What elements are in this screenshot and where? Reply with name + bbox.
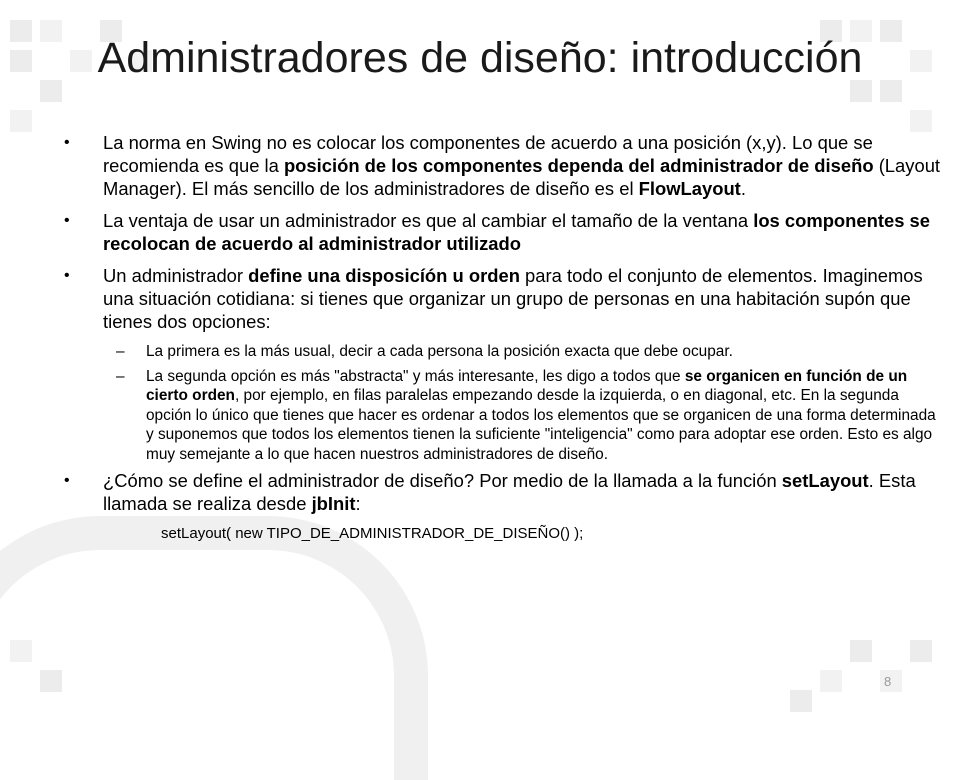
sub-bullet-marker: – <box>116 367 125 385</box>
bold-text: se organicen en función de un cierto orden <box>146 367 908 404</box>
bullet-item <box>64 264 944 333</box>
bold-text: los componentes se recolocan de acuerdo al administrador utilizado <box>103 210 931 254</box>
sub-bullet-item <box>64 367 944 465</box>
text-run: La ventaja de usar un administrador es que al cambiar el tamaño de la ventana <box>103 210 754 231</box>
bold-text: define una disposicíón u orden <box>248 265 520 286</box>
bullet-marker: • <box>64 267 70 284</box>
bold-text: jbInit <box>311 493 356 514</box>
text-run: La primera es la más usual, decir a cada persona la posición exacta que debe ocupar. <box>146 343 733 360</box>
deco-square <box>790 690 812 712</box>
bullet-marker: • <box>64 134 70 151</box>
sub-bullet-marker: – <box>116 343 125 360</box>
monitor-outline-decoration <box>0 516 428 780</box>
deco-square <box>910 110 932 132</box>
slide-title: Administradores de diseño: introducción <box>97 34 863 82</box>
code-line: setLayout( new TIPO_DE_ADMINISTRADOR_DE_DISEÑO() ); <box>161 525 584 542</box>
deco-square <box>10 110 32 132</box>
text-run: para todo el conjunto de elementos. Imaginemos una situación cotidiana: si tienes que organizar un grupo de personas en una habitación supón que tienes dos opciones: <box>103 265 923 332</box>
text-run: La segunda opción es más "abstracta" y más interesante, les digo a todos que <box>146 367 685 385</box>
deco-square <box>820 670 842 692</box>
text-run: . Esta llamada se realiza desde <box>103 470 916 514</box>
text-run: . <box>740 178 746 199</box>
text-run: , por ejemplo, en filas paralelas empezando desde la izquierda, o en diagonal, etc. En la segunda opción lo único que tienes que hacer es ordenar a todos los elementos que se organicen de una forma determinada y suponemos que todos los elementos tienen la suficiente "inteligencia" como para adoptar ese orden. Esto es algo muy semejante a lo que hacen nuestros administradores de diseño. <box>146 387 936 463</box>
bold-text: FlowLayout <box>638 178 741 199</box>
bold-text: setLayout <box>781 470 869 491</box>
text-run: Un administrador <box>103 265 249 286</box>
text-run: (Layout Manager). El más sencillo de los administradores de diseño es el <box>103 155 941 199</box>
deco-square <box>850 640 872 662</box>
page-number: 8 <box>884 674 892 689</box>
sub-bullet-item <box>64 342 944 362</box>
text-run: : <box>355 493 361 514</box>
bullet-item <box>64 469 944 515</box>
slide-content <box>64 131 944 553</box>
bullet-item <box>64 131 944 200</box>
bold-text: posición de los componentes dependa del administrador de diseño <box>283 155 874 176</box>
text-run: ¿Cómo se define el administrador de diseño? Por medio de la llamada a la función <box>103 470 782 491</box>
bullet-item <box>64 209 944 255</box>
bullet-marker: • <box>64 212 70 229</box>
bullet-marker: • <box>64 472 70 489</box>
deco-square <box>910 640 932 662</box>
text-run: La norma en Swing no es colocar los componentes de acuerdo a una posición (x,y). Lo que se recomienda es que la <box>103 132 873 176</box>
